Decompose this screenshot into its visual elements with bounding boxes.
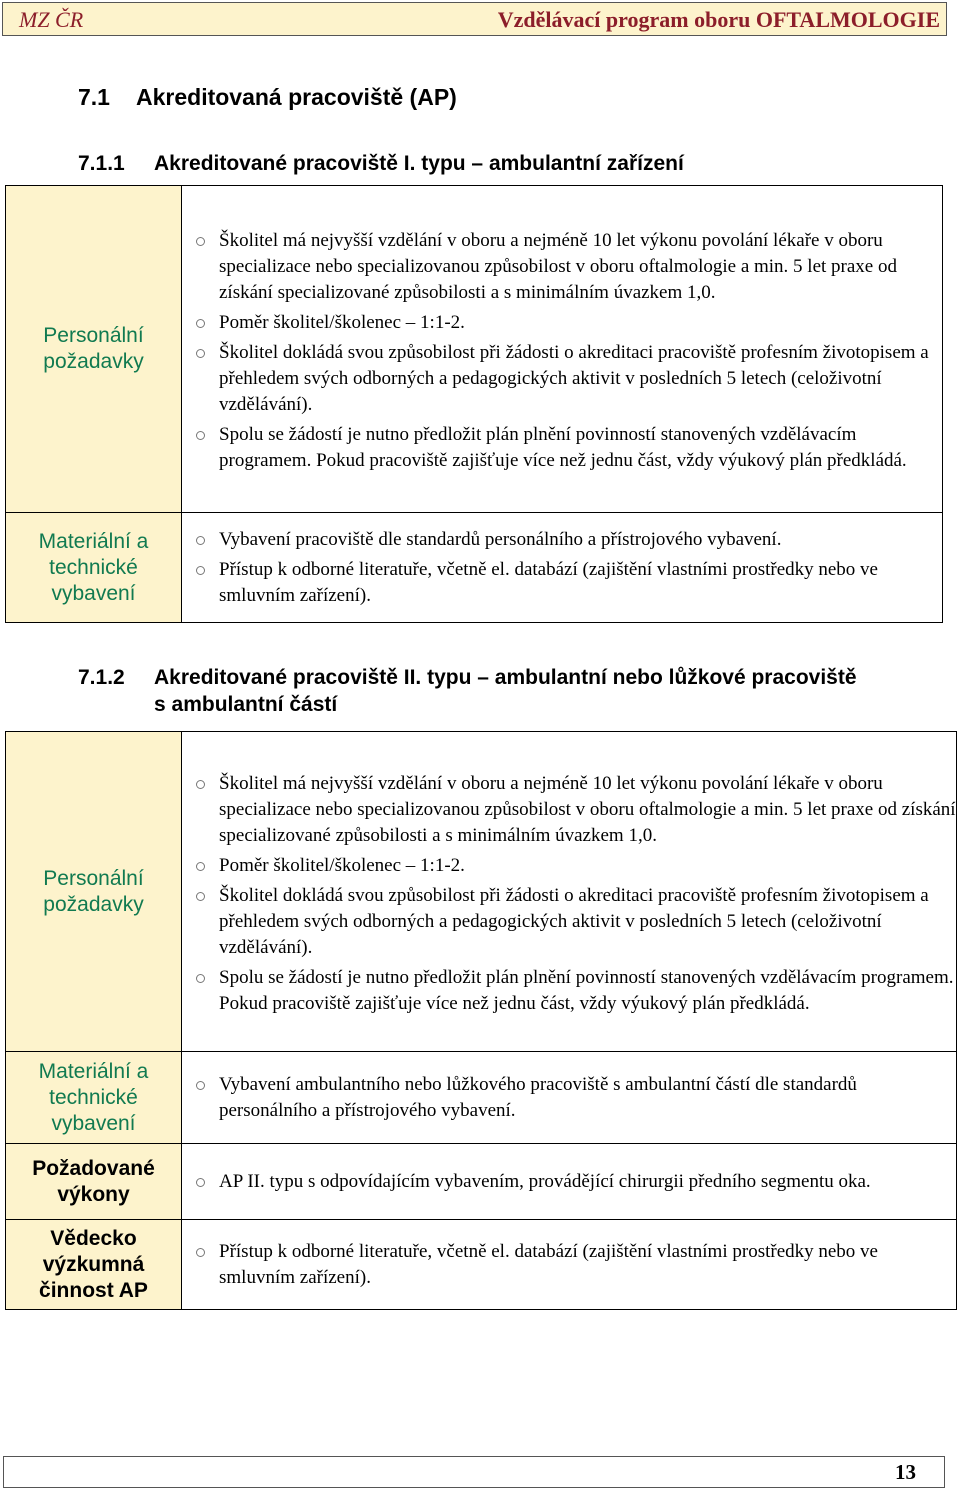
page-footer [3,1456,945,1488]
table-row [6,186,943,513]
section-title: Akreditovaná pracoviště (AP) [136,84,457,110]
bullet-icon [196,237,205,246]
table-row [6,1052,957,1144]
bullet-icon [196,349,205,358]
table-row [6,732,957,1052]
row-content-required-procedures [182,1144,957,1220]
subsection-heading-2 [78,664,857,718]
list-item: Školitel má nejvyšší vzdělání v oboru a nejméně 10 let výkonu povolání lékaře v oboru specializace nebo specializovanou způsobilost v oboru oftalmologie a min. 5 let praxe od získání specializované způsobilosti a s minimálním úvazkem 1,0. [182,771,956,849]
row-content-equipment [182,1052,957,1144]
page-number: 13 [895,1460,916,1484]
row-content-research [182,1220,957,1310]
list-item: Školitel dokládá svou způsobilost při žádosti o akreditaci pracoviště profesním životopisem a přehledem svých odborných a pedagogických aktivit v posledních 5 letech (celoživotní vzdělávání). [182,340,942,418]
bullet-icon [196,319,205,328]
list-item: Přístup k odborné literatuře, včetně el. databází (zajištění vlastními prostředky nebo ve smluvním zařízení). [182,1239,956,1291]
subsection-heading-1 [78,150,684,177]
section-heading [78,84,457,111]
bullet-icon [196,566,205,575]
list-item: Vybavení ambulantního nebo lůžkového pracoviště s ambulantní částí dle standardů personálního a přístrojového vybavení. [182,1072,956,1124]
bullet-icon [196,892,205,901]
row-content-equipment [182,513,943,623]
table-row [6,1144,957,1220]
row-label-personnel: Personální požadavky [6,732,182,1052]
row-content-personnel [182,732,957,1052]
row-content-personnel [182,186,943,513]
list-item: AP II. typu s odpovídajícím vybavením, provádějící chirurgii předního segmentu oka. [182,1169,956,1195]
row-label-research: Vědecko výzkumná činnost AP [6,1220,182,1310]
list-item: Školitel dokládá svou způsobilost při žádosti o akreditaci pracoviště profesním životopisem a přehledem svých odborných a pedagogických aktivit v posledních 5 letech (celoživotní vzdělávání). [182,883,956,961]
header-ministry: MZ ČR [19,7,84,32]
list-item: Spolu se žádostí je nutno předložit plán plnění povinností stanovených vzdělávacím programem. Pokud pracoviště zajišťuje více než jednu část, vždy výukový plán předkládá. [182,422,942,474]
subsection-title-1: Akreditované pracoviště I. typu – ambulantní zařízení [154,152,684,175]
section-number: 7.1 [78,84,110,110]
bullet-icon [196,536,205,545]
bullet-icon [196,862,205,871]
bullet-icon [196,1178,205,1187]
table-row [6,513,943,623]
requirements-table-2 [5,731,957,1310]
list-item: Vybavení pracoviště dle standardů personálního a přístrojového vybavení. [182,527,942,553]
bullet-icon [196,431,205,440]
bullet-icon [196,1248,205,1257]
subsection-title-2-line2: s ambulantní částí [154,693,338,716]
subsection-number-2: 7.1.2 [78,666,125,689]
header-program-title: Vzdělávací program oboru OFTALMOLOGIE [497,7,940,32]
list-item: Školitel má nejvyšší vzdělání v oboru a nejméně 10 let výkonu povolání lékaře v oboru specializace nebo specializovanou způsobilost v oboru oftalmologie a min. 5 let praxe od získání specializované způsobilosti a s minimálním úvazkem 1,0. [182,228,942,306]
bullet-icon [196,1081,205,1090]
bullet-icon [196,974,205,983]
row-label-required-procedures: Požadované výkony [6,1144,182,1220]
subsection-number-1: 7.1.1 [78,152,125,175]
table-row [6,1220,957,1310]
row-label-equipment: Materiální a technické vybavení [6,1052,182,1144]
row-label-equipment: Materiální a technické vybavení [6,513,182,623]
list-item: Přístup k odborné literatuře, včetně el. databází (zajištění vlastními prostředky nebo ve smluvním zařízení). [182,557,942,609]
subsection-title-2-line1: Akreditované pracoviště II. typu – ambulantní nebo lůžkové pracoviště [154,666,857,689]
page-header [2,2,947,36]
list-item: Poměr školitel/školenec – 1:1-2. [182,853,956,879]
list-item: Poměr školitel/školenec – 1:1-2. [182,310,942,336]
row-label-personnel: Personální požadavky [6,186,182,513]
requirements-table-1 [5,185,943,623]
bullet-icon [196,780,205,789]
list-item: Spolu se žádostí je nutno předložit plán plnění povinností stanovených vzdělávacím programem. Pokud pracoviště zajišťuje více než jednu část, vždy výukový plán předkládá. [182,965,956,1017]
